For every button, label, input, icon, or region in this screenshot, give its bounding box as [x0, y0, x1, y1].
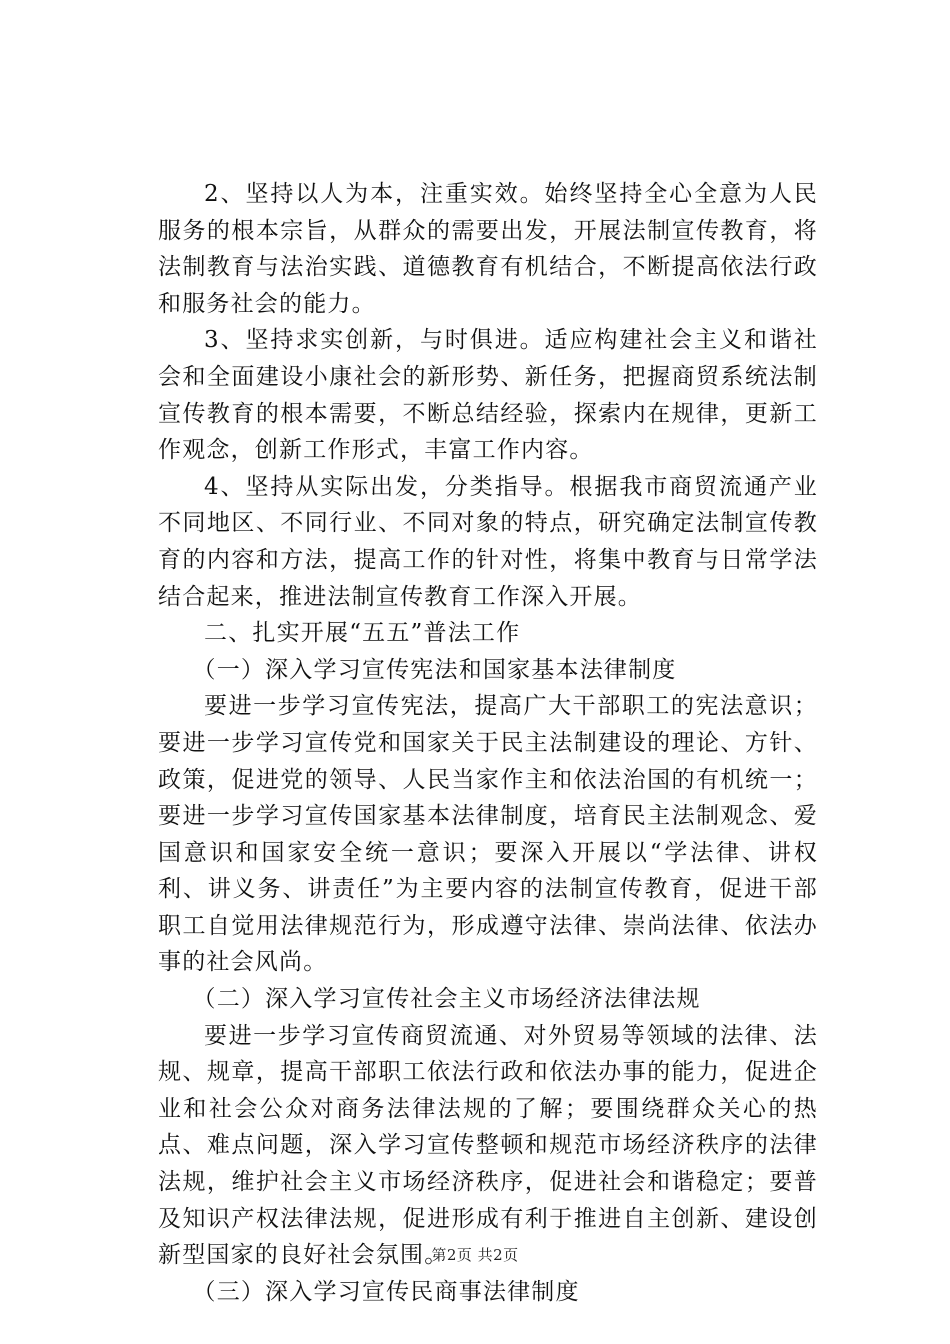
document-body	[158, 176, 818, 1310]
subsection-2-heading: （二）深入学习宣传社会主义市场经济法律法规	[192, 986, 701, 1013]
subsection-1-body: 要进一步学习宣传宪法，提高广大干部职工的宪法意识；要进一步学习宣传党和国家关于民主法制建设的理论、方针、政策，促进党的领导、人民当家作主和依法治国的有机统一；要进一步学习宣传国家基本法律制度，培育民主法制观念、爱国意识和国家安全统一意识；要深入开展以“学法律、讲权利、讲义务、讲责任”为主要内容的法制宣传教育，促进干部职工自觉用法律规范行为，形成遵守法律、崇尚法律、依法办事的社会风尚。	[158, 693, 818, 976]
principle-3: 3、坚持求实创新，与时俱进。适应构建社会主义和谐社会和全面建设小康社会的新形势、新任务，把握商贸系统法制宣传教育的根本需要，不断总结经验，探索内在规律，更新工作观念，创新工作形式，丰富工作内容。	[158, 327, 818, 464]
subsection-1-heading: （一）深入学习宣传宪法和国家基本法律制度	[192, 656, 677, 683]
subsection-3-heading: （三）深入学习宣传民商事法律制度	[192, 1278, 580, 1305]
principle-4: 4、坚持从实际出发，分类指导。根据我市商贸流通产业不同地区、不同行业、不同对象的特点，研究确定法制宣传教育的内容和方法，提高工作的针对性，将集中教育与日常学法结合起来，推进法制宣传教育工作深入开展。	[158, 473, 818, 610]
page-number-label: 第2页 共2页	[431, 1246, 519, 1264]
section-2-heading: 二、扎实开展“五五”普法工作	[204, 620, 521, 647]
subsection-2-body: 要进一步学习宣传商贸流通、对外贸易等领域的法律、法规、规章，提高干部职工依法行政和依法办事的能力，促进企业和社会公众对商务法律法规的了解；要围绕群众关心的热点、难点问题，深入学习宣传整顿和规范市场经济秩序的法律法规，维护社会主义市场经济秩序，促进社会和谐稳定；要普及知识产权法律法规，促进形成有利于推进自主创新、建设创新型国家的良好社会氛围。	[158, 1022, 818, 1269]
page-footer	[0, 1244, 950, 1265]
principle-2: 2、坚持以人为本，注重实效。始终坚持全心全意为人民服务的根本宗旨，从群众的需要出发，开展法制宣传教育，将法制教育与法治实践、道德教育有机结合，不断提高依法行政和服务社会的能力。	[158, 181, 818, 317]
